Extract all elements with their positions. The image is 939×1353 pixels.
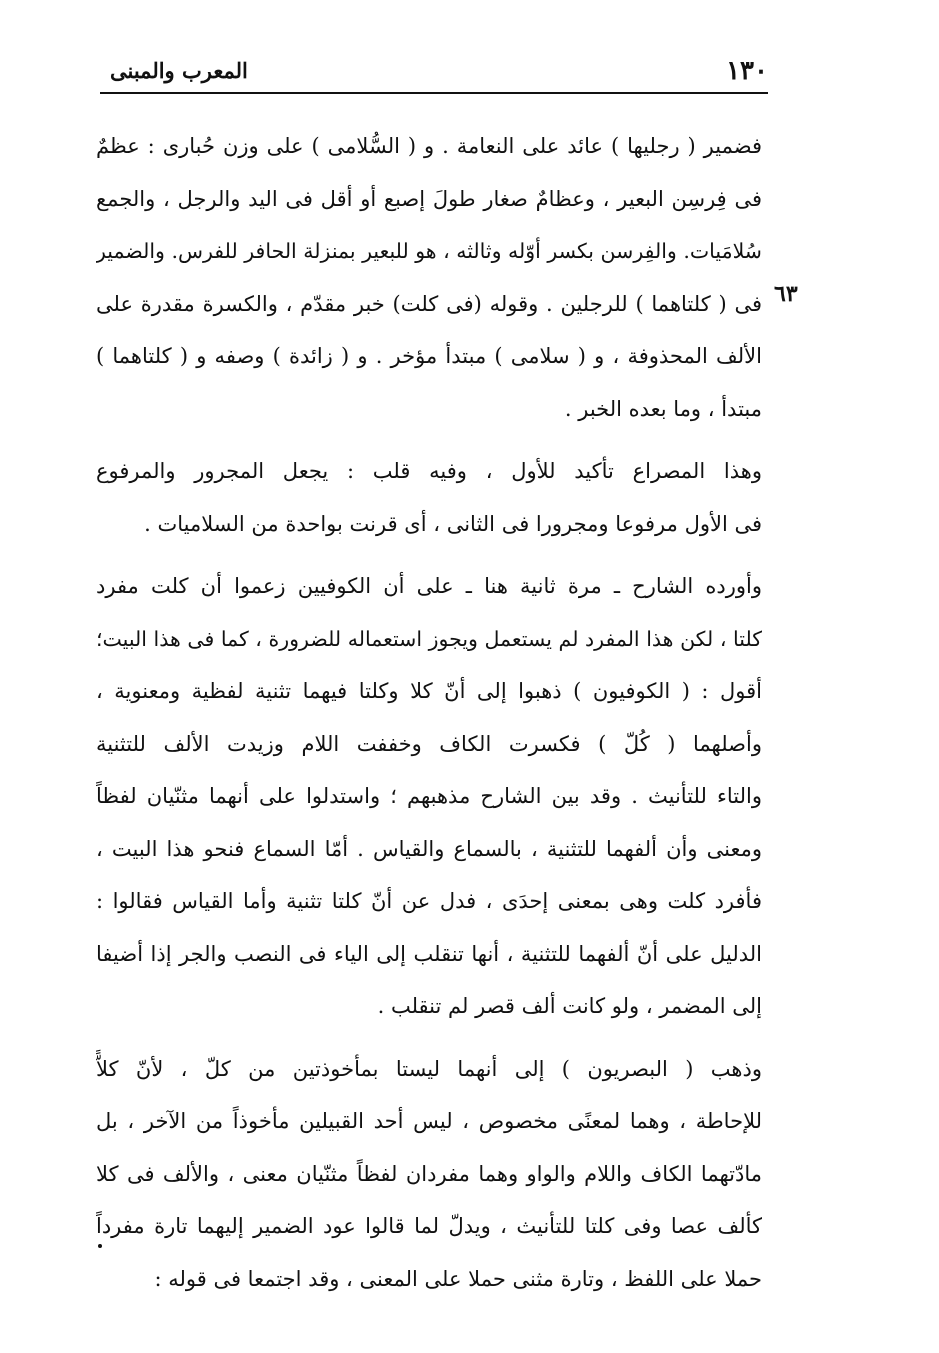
paragraph xyxy=(96,560,762,1033)
paragraph-gap xyxy=(96,1033,762,1043)
running-title: المعرب والمبنى xyxy=(110,58,248,83)
margin-verse-number: ٦٣ xyxy=(774,281,798,307)
text-line: وهذا المصراع تأكيد للأول ، وفيه قلب : يجعل المجرور والمرفوع xyxy=(96,459,762,483)
text-line: حملا على اللفظ ، وتارة مثنى حملا على المعنى ، وقد اجتمعا فى قوله : xyxy=(154,1266,762,1291)
paragraph-gap xyxy=(96,435,762,445)
paragraph xyxy=(96,445,762,550)
text-line: كلتا ، لكن هذا المفرد لم يستعمل ويجوز استعماله للضرورة ، كما فى هذا البيت؛ xyxy=(96,626,762,651)
paragraph xyxy=(96,1043,762,1306)
text-line: مادّتهما الكاف واللام والواو وهما مفردان لفظاً مثنّيان معنى ، والألف فى كلا xyxy=(96,1161,762,1186)
paragraph xyxy=(96,120,762,435)
text-line: الألف المحذوفة ، و ( سلامى ) مبتدأ مؤخر . و ( زائدة ) وصفه و ( كلتاهما ) xyxy=(96,344,762,368)
text-line: فأفرد كلت وهى بمعنى إحدَى ، فدل عن أنّ كلتا تثنية وأما القياس فقالوا : xyxy=(96,889,762,913)
page-header xyxy=(100,52,768,94)
text-line: والتاء للتأنيث . وقد بين الشارح مذهبهم ؛ واستدلوا على أنهما مثنّيان لفظاً xyxy=(96,784,762,808)
text-line: أقول : ( الكوفيون ) ذهبوا إلى أنّ كلا وكلتا فيهما تثنية لفظية ومعنوية ، xyxy=(96,679,762,703)
paragraph-gap xyxy=(96,550,762,560)
text-line: وذهب ( البصريون ) إلى أنهما ليستا بمأخوذتين من كلّ ، لأنّ كلاًّ xyxy=(96,1056,762,1081)
text-line: مبتدأ ، وما بعده الخبر . xyxy=(564,396,762,421)
body-text xyxy=(96,120,762,1305)
text-line: الدليل على أنّ ألفهما للتثنية ، أنها تنقلب إلى الياء فى النصب والجر إذا أضيفا xyxy=(96,941,762,966)
text-line: فى الأول مرفوعا ومجرورا فى الثانى ، أى قرنت بواحدة من السلاميات . xyxy=(144,511,762,536)
print-speck xyxy=(98,1244,102,1248)
text-line: فى ( كلتاهما ) للرجلين . وقوله (فى كلت) خبر مقدّم ، والكسرة مقدرة على xyxy=(96,291,762,316)
text-line: إلى المضمر ، ولو كانت ألف قصر لم تنقلب . xyxy=(377,994,762,1018)
page-number: ١٣٠ xyxy=(726,56,768,86)
text-line: وأورده الشارح ـ مرة ثانية هنا ـ على أن الكوفيين زعموا أن كلت مفرد xyxy=(96,574,762,598)
text-line: وأصلهما ( كُلّ ) فكسرت الكاف وخففت اللام وزيدت الألف للتثنية xyxy=(96,731,762,756)
text-line: فضمير ( رجليها ) عائد على النعامة . و ( السُّلامى ) على وزن حُبارى : عظمٌ xyxy=(96,134,762,158)
text-line: ومعنى وأن ألفهما للتثنية ، بالسماع والقياس . أمّا السماع فنحو هذا البيت ، xyxy=(96,836,762,861)
text-line: كألف عصا وفى كلتا للتأنيث ، ويدلّ لما قالوا عود الضمير إليهما تارة مفرداً xyxy=(96,1214,762,1238)
text-line: فى فِرسِن البعير ، وعظامٌ صغار طولَ إصبع أو أقل فى اليد والرجل ، والجمع xyxy=(96,186,762,211)
text-line: للإحاطة ، وهما لمعنًى مخصوص ، ليس أحد القبيلين مأخوذاً من الآخر ، بل xyxy=(96,1109,762,1133)
text-line: سُلامَيات. والفِرسن بكسر أوّله وثالثه ، هو للبعير بمنزلة الحافر للفرس. والضمير xyxy=(96,239,762,263)
